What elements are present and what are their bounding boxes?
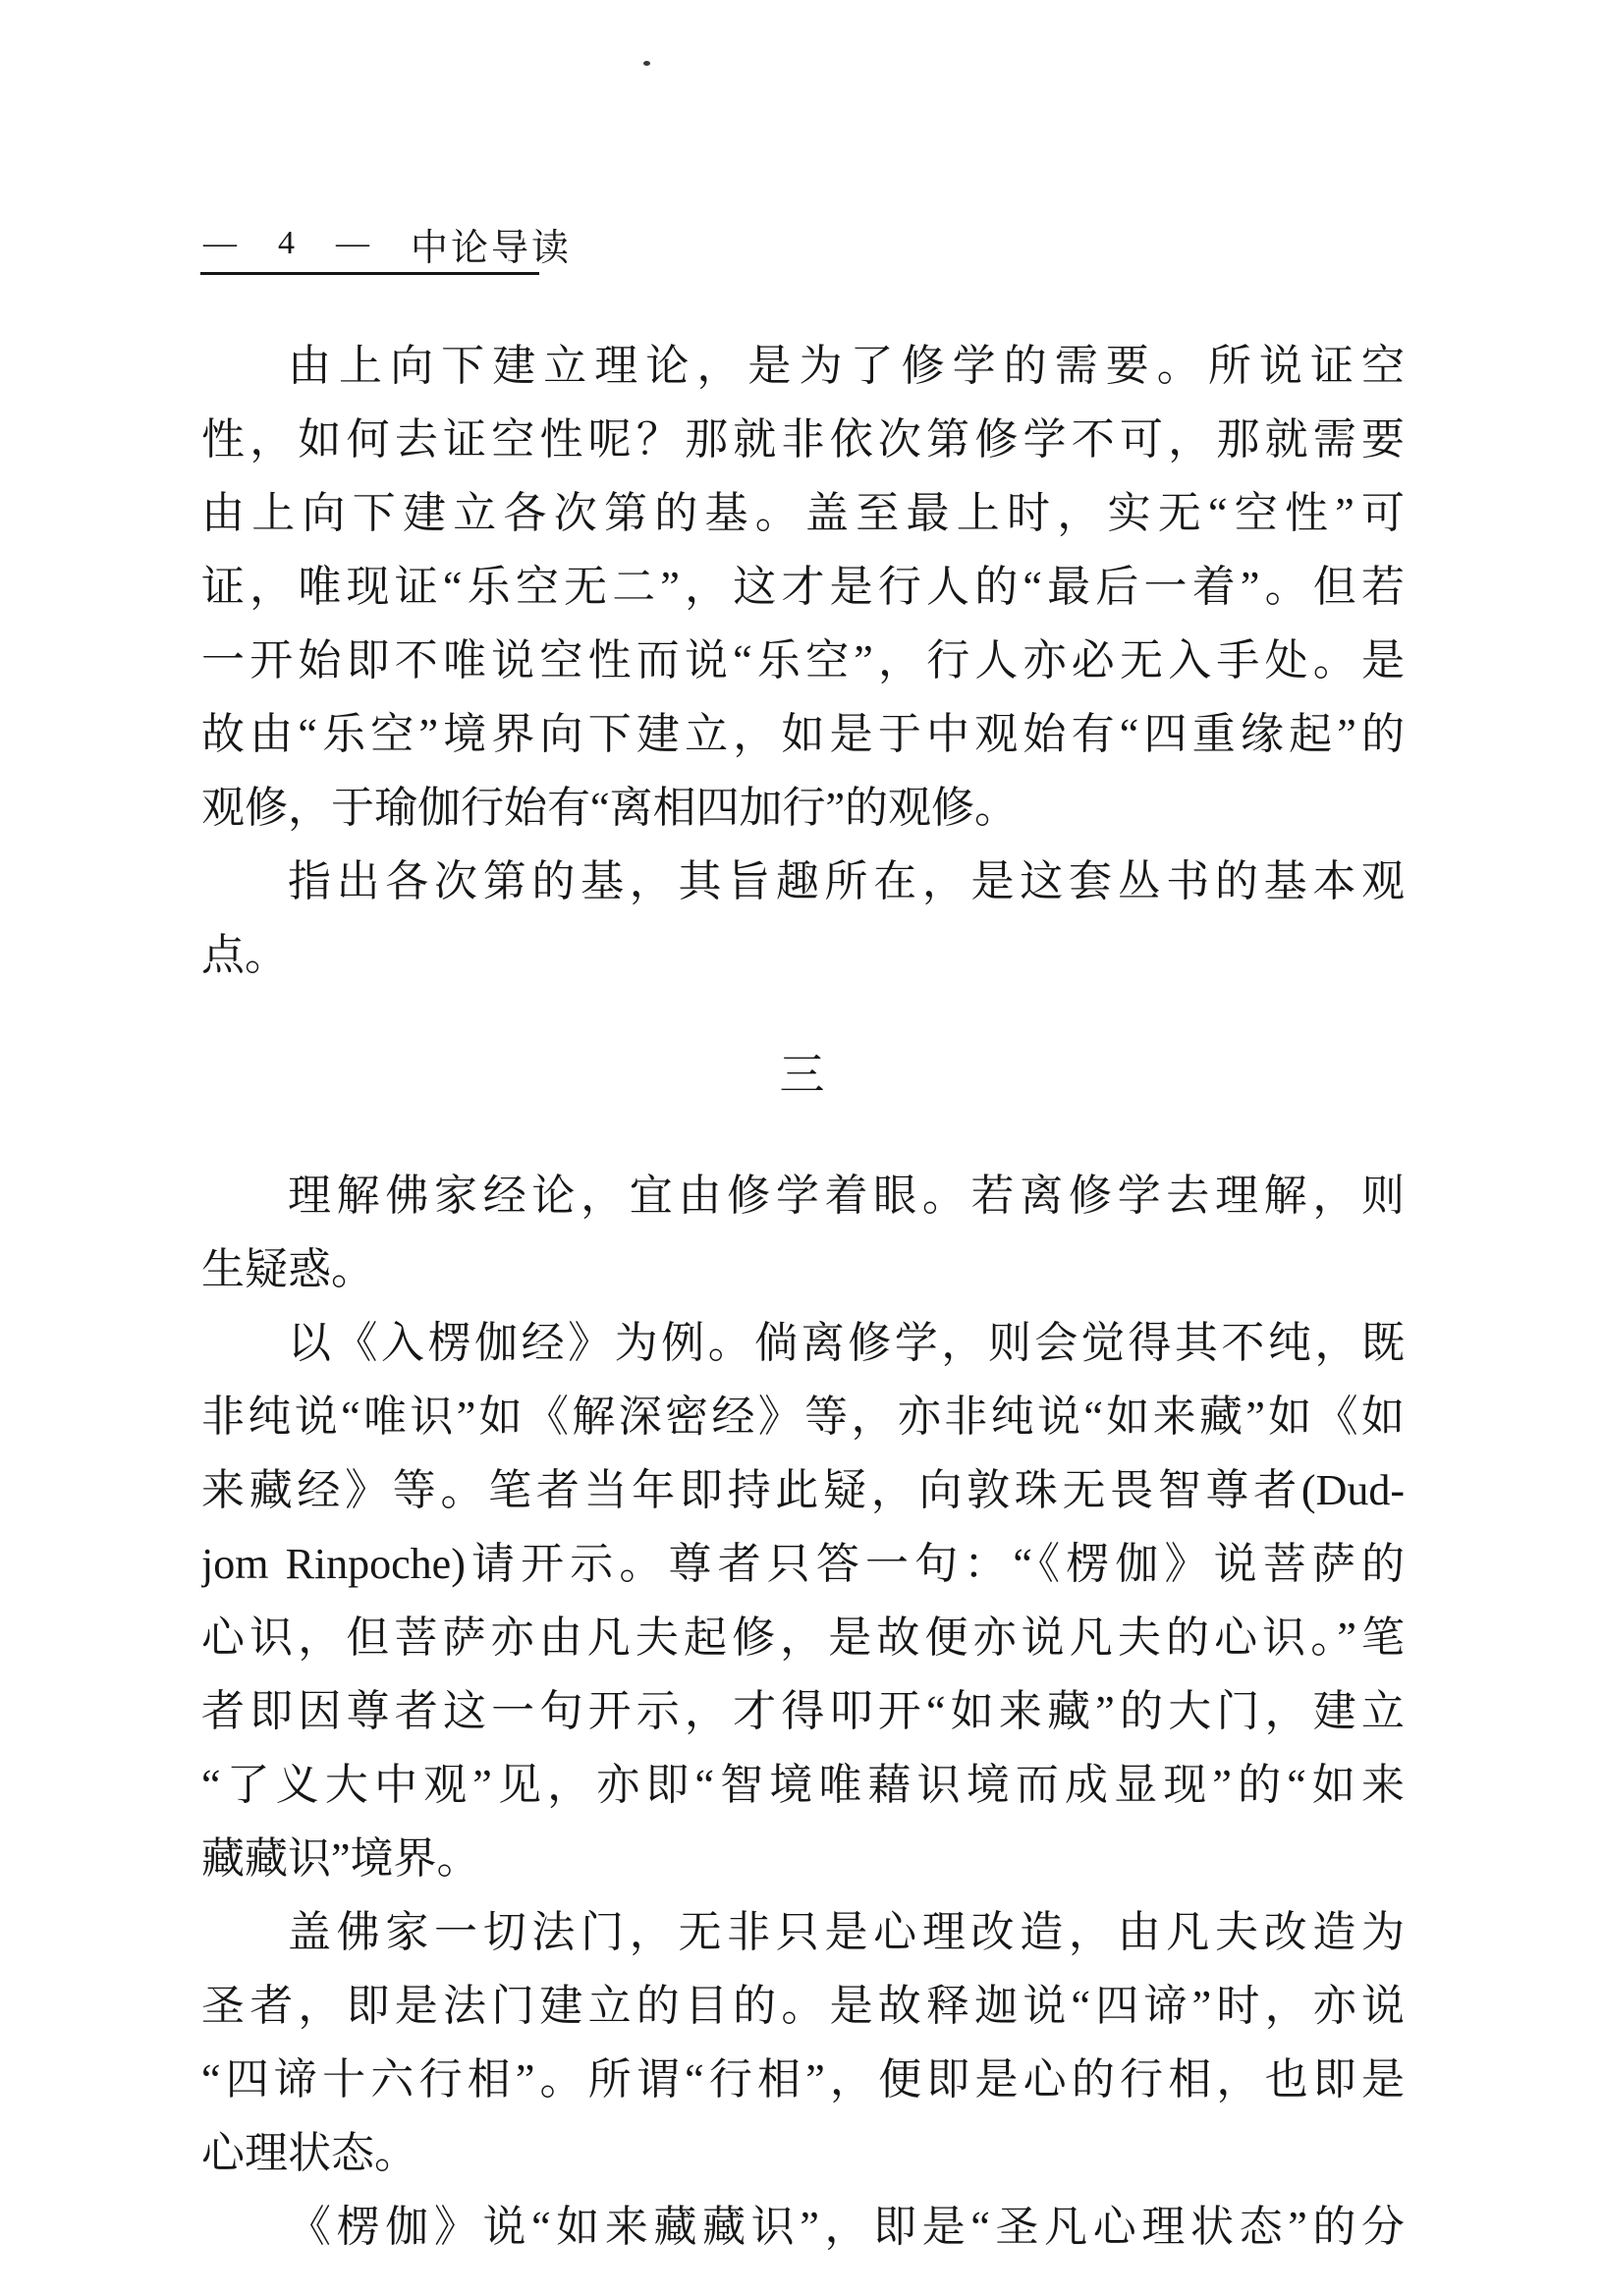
book-title: 中论导读	[411, 227, 573, 269]
text-line: 由上向下建立理论，是为了修学的需要。所说证空	[288, 342, 1405, 390]
header-dash-right: —	[336, 225, 369, 261]
page-number: 4	[278, 225, 295, 261]
text-line: “四谛十六行相”。所谓“行相”，便即是心的行相，也即是	[201, 2055, 1405, 2104]
text-line: 者即因尊者这一句开示，才得叩开“如来藏”的大门，建立	[201, 1687, 1405, 1735]
text-line: 性，如何去证空性呢？那就非依次第修学不可，那就需要	[201, 415, 1405, 464]
paragraph	[201, 329, 1405, 845]
paragraph	[201, 845, 1405, 992]
text-line: 盖佛家一切法门，无非只是心理改造，由凡夫改造为	[288, 1908, 1405, 1956]
paragraph	[201, 1306, 1405, 1895]
text-line: 心识，但菩萨亦由凡夫起修，是故便亦说凡夫的心识。”笔	[201, 1613, 1405, 1662]
scan-speck-icon	[643, 61, 650, 66]
header-underline	[200, 272, 539, 275]
text-line: 非纯说“唯识”如《解深密经》等，亦非纯说“如来藏”如《如	[201, 1393, 1405, 1441]
text-line: 以《入楞伽经》为例。倘离修学，则会觉得其不纯，既	[288, 1319, 1405, 1367]
text-line: 一开始即不唯说空性而说“乐空”，行人亦必无入手处。是	[201, 636, 1405, 684]
text-line: 故由“乐空”境界向下建立，如是于中观始有“四重缘起”的	[201, 710, 1405, 758]
paragraph	[201, 2190, 1405, 2264]
text-line: 观修，于瑜伽行始有“离相四加行”的观修。	[201, 784, 1019, 832]
paragraph	[201, 1895, 1405, 2190]
paragraph	[201, 1159, 1405, 1306]
text-line: 指出各次第的基，其旨趣所在，是这套丛书的基本观	[288, 857, 1405, 905]
text-line: 由上向下建立各次第的基。盖至最上时，实无“空性”可	[201, 489, 1405, 537]
text-line: jom Rinpoche)请开示。尊者只答一句：“《楞伽》说菩萨的	[201, 1540, 1405, 1588]
text-line: 圣者，即是法门建立的目的。是故释迦说“四谛”时，亦说	[201, 1982, 1405, 2030]
text-line: 藏藏识”境界。	[201, 1834, 480, 1883]
running-header	[203, 218, 572, 269]
text-line: 点。	[201, 931, 288, 979]
page-body	[201, 329, 1405, 2264]
section-heading: 三	[779, 1050, 827, 1100]
header-dash-left: —	[203, 225, 237, 261]
text-line: 理解佛家经论，宜由修学着眼。若离修学去理解，则	[288, 1172, 1405, 1220]
text-line: “了义大中观”见，亦即“智境唯藉识境而成显现”的“如来	[201, 1761, 1405, 1809]
text-line: 《楞伽》说“如来藏藏识”，即是“圣凡心理状态”的分	[288, 2203, 1405, 2251]
text-line: 来藏经》等。笔者当年即持此疑，向敦珠无畏智尊者(Dud-	[201, 1466, 1405, 1514]
text-line: 生疑惑。	[201, 1245, 374, 1293]
text-line: 心理状态。	[201, 2129, 417, 2177]
text-line: 证，唯现证“乐空无二”，这才是行人的“最后一着”。但若	[201, 563, 1405, 611]
